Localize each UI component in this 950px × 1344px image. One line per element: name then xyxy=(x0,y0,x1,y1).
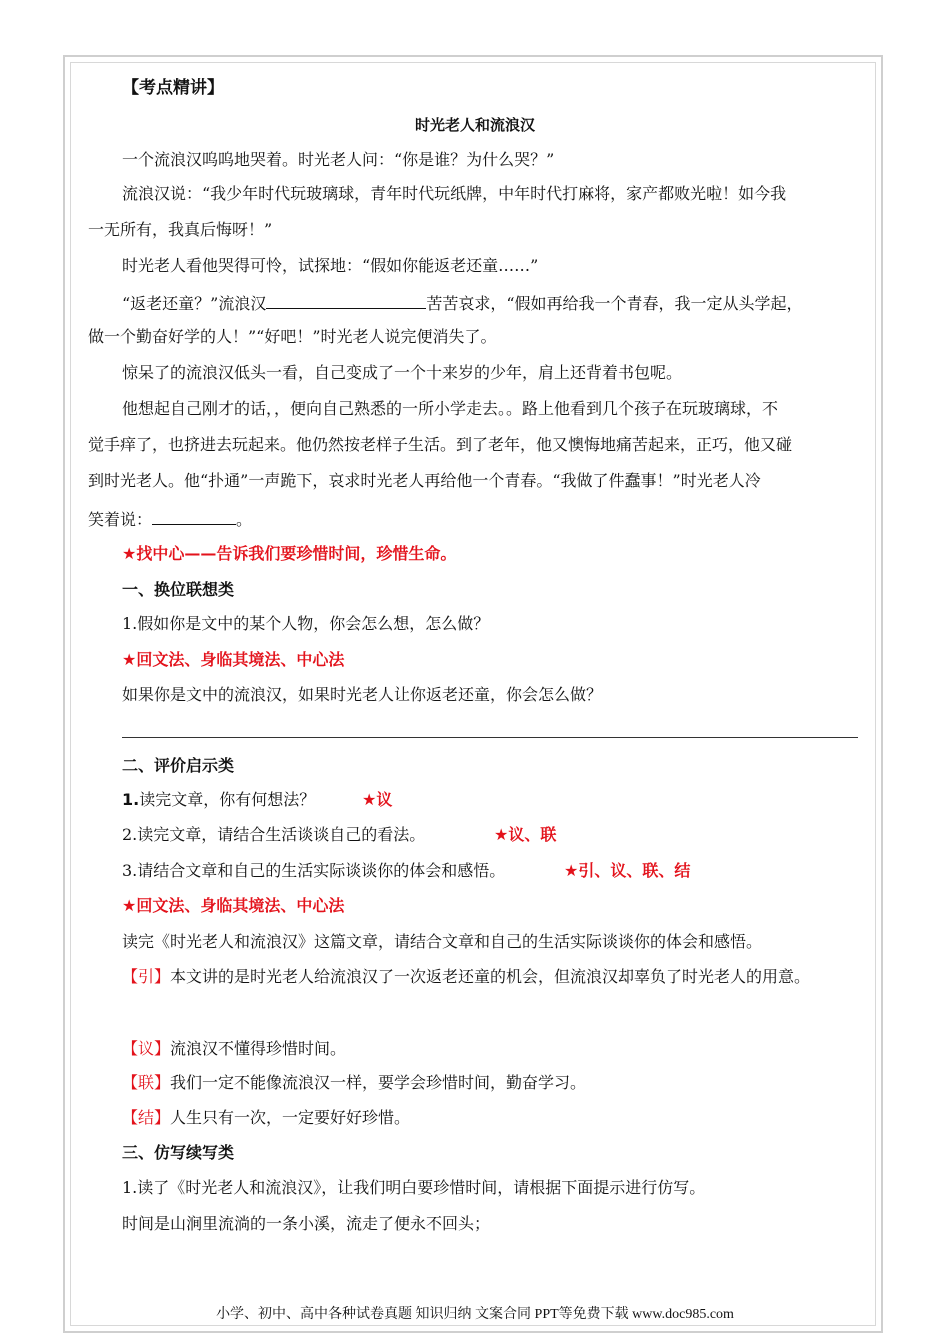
story-paragraph-6d-pre: 笑着说： xyxy=(88,510,153,529)
part2-q1-text: 读完文章，你有何想法？ xyxy=(139,790,316,809)
story-paragraph-2b: 一无所有，我真后悔呀！” xyxy=(88,220,273,239)
section-header: 【考点精讲】 xyxy=(122,78,224,98)
story-paragraph-6d-post: 。 xyxy=(236,510,253,529)
part2-method: ★回文法、身临其境法、中心法 xyxy=(122,896,345,915)
answer-line[interactable] xyxy=(122,737,858,738)
story-paragraph-3: 时光老人看他哭得可怜，试探地：“假如你能返老还童……” xyxy=(122,256,539,275)
lian-text: 我们一定不能像流浪汉一样，要学会珍惜时间，勤奋学习。 xyxy=(170,1073,587,1092)
part2-yin xyxy=(122,965,810,989)
lian-tag: 【联】 xyxy=(122,1073,171,1092)
part2-question-2: 2.读完文章，请结合生活谈谈自己的看法。 xyxy=(122,825,426,844)
part3-example: 时间是山涧里流淌的一条小溪，流走了便永不回头； xyxy=(122,1214,491,1233)
part3-question-1: 1.读了《时光老人和流浪汉》，让我们明白要珍惜时间，请根据下面提示进行仿写。 xyxy=(122,1178,706,1197)
yi-text: 流浪汉不懂得珍惜时间。 xyxy=(170,1039,347,1058)
jie-tag: 【结】 xyxy=(122,1108,171,1127)
footer-text: 小学、初中、高中各种试卷真题 知识归纳 文案合同 PPT等免费下载 www.doc985.com xyxy=(216,1307,734,1322)
story-paragraph-6d xyxy=(88,506,252,532)
story-paragraph-4a-pre: “返老还童？”流浪汉 xyxy=(122,294,267,313)
part2-yi xyxy=(122,1037,346,1061)
part2-question-3: 3.请结合文章和自己的生活实际谈谈你的体会和感悟。 xyxy=(122,861,506,880)
jie-text: 人生只有一次，一定要好好珍惜。 xyxy=(170,1108,411,1127)
story-title: 时光老人和流浪汉 xyxy=(414,116,535,134)
part2-q3-tip: ★引、议、联、结 xyxy=(564,861,691,880)
story-paragraph-6b: 觉手痒了，也挤进去玩起来。他仍然按老样子生活。到了老年，他又懊悔地痛苦起来，正巧，他又碰 xyxy=(88,435,793,454)
part2-q1-tip: ★议 xyxy=(362,790,393,809)
yi-tag: 【议】 xyxy=(122,1039,171,1058)
story-paragraph-2a: 流浪汉说：“我少年时代玩玻璃球，青年时代玩纸牌，中年时代打麻将，家产都败光啦！如今我 xyxy=(122,184,787,203)
part3-heading: 三、仿写续写类 xyxy=(122,1143,235,1162)
story-paragraph-6c: 到时光老人。他“扑通”一声跪下，哀求时光老人再给他一个青春。“我做了件蠢事！”时光老人冷 xyxy=(88,471,761,490)
story-paragraph-6a: 他想起自己刚才的话，，便向自己熟悉的一所小学走去。。路上他看到几个孩子在玩玻璃球，不 xyxy=(122,399,779,418)
part1-question-1: 1.假如你是文中的某个人物，你会怎么想，怎么做？ xyxy=(122,614,490,633)
part2-q2-tip: ★议、联 xyxy=(494,825,557,844)
story-paragraph-4a-post: 苦苦哀求，“假如再给我一个青春，我一定从头学起， xyxy=(426,294,803,313)
part2-question-1 xyxy=(122,788,315,812)
fill-in-blank-2[interactable] xyxy=(152,506,236,525)
story-paragraph-1: 一个流浪汉呜呜地哭着。时光老人问：“你是谁？为什么哭？” xyxy=(122,150,555,169)
part2-lian xyxy=(122,1071,586,1095)
story-paragraph-4a xyxy=(122,290,803,316)
part2-q1-number: 1. xyxy=(122,790,140,809)
part2-heading: 二、评价启示类 xyxy=(122,756,235,775)
story-paragraph-4b: 做一个勤奋好学的人！”“好吧！”时光老人说完便消失了。 xyxy=(88,327,497,346)
part1-heading: 一、换位联想类 xyxy=(122,580,235,599)
part1-method: ★回文法、身临其境法、中心法 xyxy=(122,650,345,669)
part2-example: 读完《时光老人和流浪汉》这篇文章，请结合文章和自己的生活实际谈谈你的体会和感悟。 xyxy=(122,932,763,951)
yin-tag: 【引】 xyxy=(122,967,171,986)
fill-in-blank-1[interactable] xyxy=(266,290,426,309)
yin-text: 本文讲的是时光老人给流浪汉了一次返老还童的机会，但流浪汉却辜负了时光老人的用意。 xyxy=(170,967,811,986)
part1-example: 如果你是文中的流浪汉，如果时光老人让你返老还童，你会怎么做？ xyxy=(122,685,603,704)
story-paragraph-5: 惊呆了的流浪汉低头一看，自己变成了一个十来岁的少年，肩上还背着书包呢。 xyxy=(122,363,683,382)
center-tip: ★找中心——告诉我们要珍惜时间，珍惜生命。 xyxy=(122,544,457,563)
part2-jie xyxy=(122,1106,410,1130)
